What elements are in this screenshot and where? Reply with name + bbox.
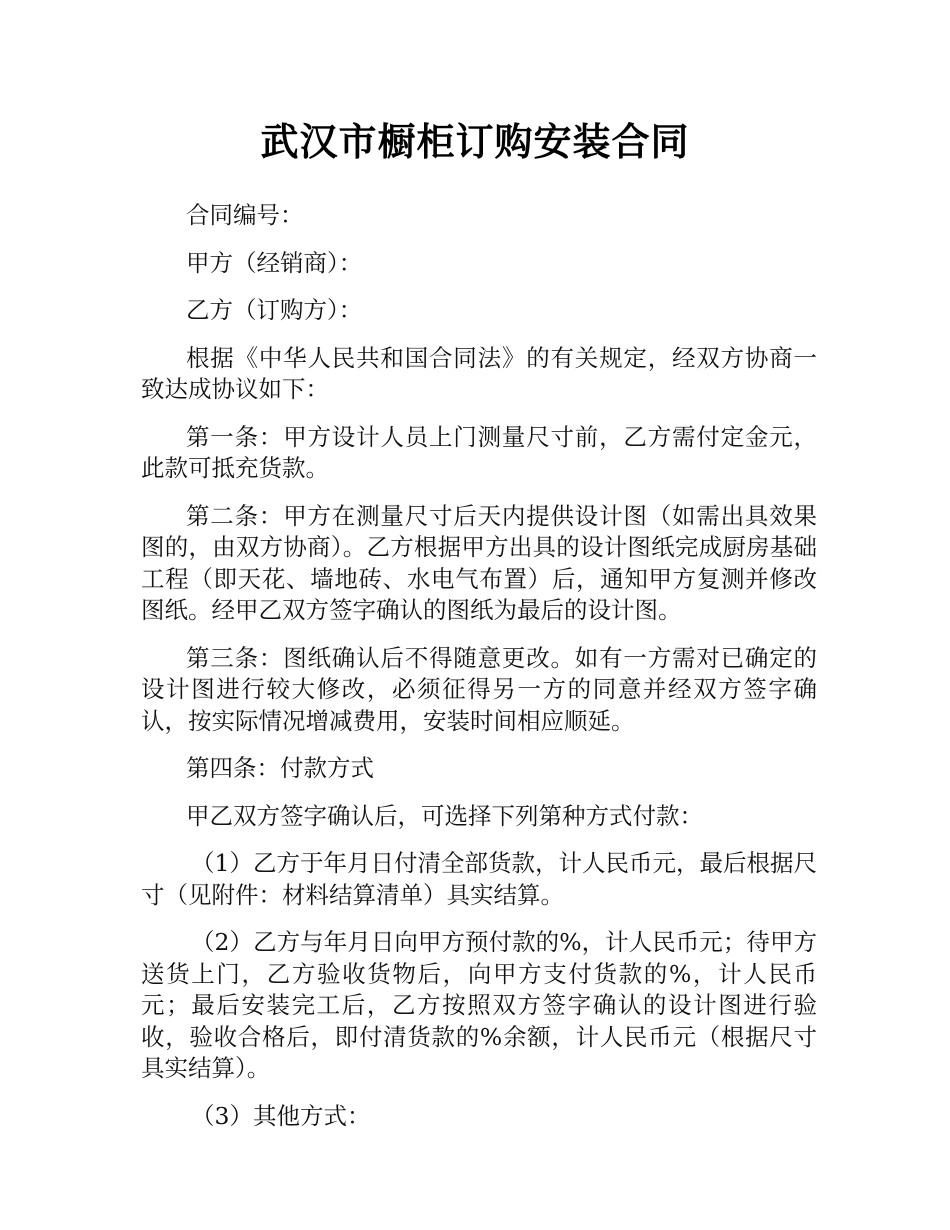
- article-3-paragraph: 第三条：图纸确认后不得随意更改。如有一方需对已确定的设计图进行较大修改，必须征得另一方的同意并经双方签字确认，按实际情况增减费用，安装时间相应顺延。: [141, 643, 817, 735]
- document-body: [141, 200, 817, 1148]
- party-b-line: 乙方（订购方）：: [186, 296, 363, 324]
- article-4-heading: 第四条：付款方式: [186, 754, 374, 782]
- payment-option-2: （2）乙方与年月日向甲方预付款的%，计人民币元；待甲方送货上门，乙方验收货物后，向甲方支付货款的%，计人民币元；最后安装完工后，乙方按照双方签字确认的设计图进行验收，验收合格后，即付清货款的%余额，计人民币元（根据尺寸具实结算）。: [141, 928, 817, 1082]
- preamble-paragraph: 根据《中华人民共和国合同法》的有关规定，经双方协商一致达成协议如下：: [141, 343, 817, 403]
- party-a-line: 甲方（经销商）：: [186, 248, 363, 277]
- document-title: 武汉市橱柜订购安装合同: [260, 120, 690, 164]
- payment-option-3: （3）其他方式：: [191, 1101, 371, 1130]
- article-2-paragraph: 第二条：甲方在测量尺寸后天内提供设计图（如需出具效果图的，由双方协商）。乙方根据甲方出具的设计图纸完成厨房基础工程（即天花、墙地砖、水电气布置）后，通知甲方复测并修改图纸。经甲乙双方签字确认的图纸为最后的设计图。: [141, 501, 817, 624]
- payment-option-1: （1）乙方于年月日付清全部货款，计人民币元，最后根据尺寸（见附件：材料结算清单）具实结算。: [141, 849, 817, 909]
- contract-number-line: 合同编号：: [186, 201, 304, 229]
- payment-intro-paragraph: 甲乙双方签字确认后，可选择下列第种方式付款：: [186, 801, 703, 830]
- article-1-paragraph: 第一条：甲方设计人员上门测量尺寸前，乙方需付定金元，此款可抵充货款。: [141, 422, 817, 482]
